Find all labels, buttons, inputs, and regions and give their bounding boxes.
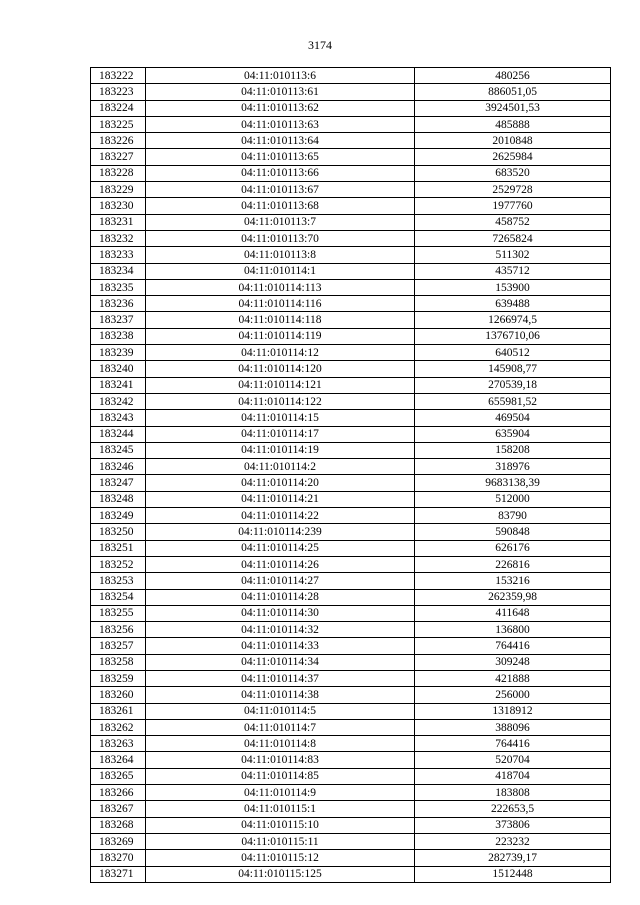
cadastral-number-cell: 04:11:010114:27 — [146, 573, 415, 589]
cadastral-number-cell: 04:11:010114:37 — [146, 670, 415, 686]
cadastral-number-cell: 04:11:010114:34 — [146, 654, 415, 670]
table-row — [91, 361, 611, 377]
cadastral-number-cell: 04:11:010114:26 — [146, 556, 415, 572]
cadastral-value-cell: 421888 — [415, 670, 611, 686]
cadastral-value-cell: 512000 — [415, 491, 611, 507]
cadastral-number-cell: 04:11:010114:1 — [146, 263, 415, 279]
cadastral-number-cell: 04:11:010113:65 — [146, 149, 415, 165]
cadastral-number-cell: 04:11:010114:19 — [146, 442, 415, 458]
cadastral-number-cell: 04:11:010114:118 — [146, 312, 415, 328]
row-number-cell: 183235 — [91, 279, 146, 295]
cadastral-value-cell: 153216 — [415, 573, 611, 589]
cadastral-value-cell: 2010848 — [415, 133, 611, 149]
table-row — [91, 605, 611, 621]
row-number-cell: 183223 — [91, 84, 146, 100]
cadastral-value-cell: 226816 — [415, 556, 611, 572]
cadastral-value-cell: 270539,18 — [415, 377, 611, 393]
row-number-cell: 183264 — [91, 752, 146, 768]
table-row — [91, 165, 611, 181]
cadastral-number-cell: 04:11:010113:63 — [146, 116, 415, 132]
cadastral-value-cell: 418704 — [415, 768, 611, 784]
cadastral-value-cell: 223232 — [415, 833, 611, 849]
row-number-cell: 183242 — [91, 393, 146, 409]
row-number-cell: 183266 — [91, 785, 146, 801]
cadastral-value-cell: 388096 — [415, 719, 611, 735]
table-row — [91, 214, 611, 230]
cadastral-value-cell: 458752 — [415, 214, 611, 230]
cadastral-number-cell: 04:11:010114:116 — [146, 296, 415, 312]
table-row — [91, 426, 611, 442]
row-number-cell: 183267 — [91, 801, 146, 817]
cadastral-value-cell: 590848 — [415, 524, 611, 540]
cadastral-value-cell: 373806 — [415, 817, 611, 833]
table-row — [91, 345, 611, 361]
cadastral-number-cell: 04:11:010114:7 — [146, 719, 415, 735]
cadastral-value-cell: 764416 — [415, 736, 611, 752]
cadastral-number-cell: 04:11:010114:15 — [146, 410, 415, 426]
cadastral-value-cell: 318976 — [415, 459, 611, 475]
row-number-cell: 183240 — [91, 361, 146, 377]
row-number-cell: 183251 — [91, 540, 146, 556]
cadastral-number-cell: 04:11:010113:6 — [146, 68, 415, 84]
row-number-cell: 183233 — [91, 247, 146, 263]
cadastral-value-cell: 3924501,53 — [415, 100, 611, 116]
row-number-cell: 183265 — [91, 768, 146, 784]
table-row — [91, 312, 611, 328]
table-row — [91, 279, 611, 295]
cadastral-number-cell: 04:11:010114:120 — [146, 361, 415, 377]
cadastral-value-cell: 640512 — [415, 345, 611, 361]
table-row — [91, 768, 611, 784]
cadastral-value-cell: 83790 — [415, 508, 611, 524]
row-number-cell: 183269 — [91, 833, 146, 849]
cadastral-value-cell: 764416 — [415, 638, 611, 654]
row-number-cell: 183225 — [91, 116, 146, 132]
cadastral-value-cell: 886051,05 — [415, 84, 611, 100]
cadastral-number-cell: 04:11:010114:12 — [146, 345, 415, 361]
table-body — [91, 68, 611, 883]
row-number-cell: 183246 — [91, 459, 146, 475]
cadastral-value-cell: 626176 — [415, 540, 611, 556]
row-number-cell: 183222 — [91, 68, 146, 84]
cadastral-number-cell: 04:11:010115:1 — [146, 801, 415, 817]
cadastral-number-cell: 04:11:010114:33 — [146, 638, 415, 654]
table-row — [91, 866, 611, 882]
cadastral-number-cell: 04:11:010114:119 — [146, 328, 415, 344]
table-row — [91, 263, 611, 279]
cadastral-value-cell: 1376710,06 — [415, 328, 611, 344]
row-number-cell: 183268 — [91, 817, 146, 833]
row-number-cell: 183249 — [91, 508, 146, 524]
row-number-cell: 183230 — [91, 198, 146, 214]
table-row — [91, 475, 611, 491]
table-row — [91, 508, 611, 524]
cadastral-value-cell: 469504 — [415, 410, 611, 426]
row-number-cell: 183244 — [91, 426, 146, 442]
cadastral-number-cell: 04:11:010115:125 — [146, 866, 415, 882]
cadastral-value-cell: 256000 — [415, 687, 611, 703]
table-row — [91, 752, 611, 768]
cadastral-number-cell: 04:11:010114:122 — [146, 393, 415, 409]
row-number-cell: 183236 — [91, 296, 146, 312]
row-number-cell: 183229 — [91, 182, 146, 198]
table-row — [91, 833, 611, 849]
cadastral-number-cell: 04:11:010113:68 — [146, 198, 415, 214]
cadastral-number-cell: 04:11:010113:8 — [146, 247, 415, 263]
row-number-cell: 183228 — [91, 165, 146, 181]
cadastral-value-cell: 683520 — [415, 165, 611, 181]
table-row — [91, 687, 611, 703]
cadastral-value-cell: 1977760 — [415, 198, 611, 214]
cadastral-value-cell: 635904 — [415, 426, 611, 442]
cadastral-value-cell: 1266974,5 — [415, 312, 611, 328]
table-row — [91, 540, 611, 556]
table-row — [91, 68, 611, 84]
cadastral-value-cell: 7265824 — [415, 230, 611, 246]
row-number-cell: 183250 — [91, 524, 146, 540]
table-row — [91, 377, 611, 393]
row-number-cell: 183254 — [91, 589, 146, 605]
cadastral-value-cell: 145908,77 — [415, 361, 611, 377]
cadastral-number-cell: 04:11:010114:22 — [146, 508, 415, 524]
cadastral-number-cell: 04:11:010114:239 — [146, 524, 415, 540]
cadastral-number-cell: 04:11:010114:28 — [146, 589, 415, 605]
table-row — [91, 801, 611, 817]
cadastral-number-cell: 04:11:010114:2 — [146, 459, 415, 475]
cadastral-number-cell: 04:11:010114:20 — [146, 475, 415, 491]
cadastral-number-cell: 04:11:010115:11 — [146, 833, 415, 849]
table-row — [91, 296, 611, 312]
row-number-cell: 183243 — [91, 410, 146, 426]
cadastral-value-cell: 1512448 — [415, 866, 611, 882]
row-number-cell: 183237 — [91, 312, 146, 328]
cadastral-value-cell: 309248 — [415, 654, 611, 670]
row-number-cell: 183247 — [91, 475, 146, 491]
cadastral-value-cell: 411648 — [415, 605, 611, 621]
cadastral-number-cell: 04:11:010115:12 — [146, 850, 415, 866]
table-row — [91, 133, 611, 149]
row-number-cell: 183258 — [91, 654, 146, 670]
cadastral-value-cell: 1318912 — [415, 703, 611, 719]
page-number: 3174 — [308, 38, 332, 52]
table-row — [91, 442, 611, 458]
row-number-cell: 183257 — [91, 638, 146, 654]
cadastral-value-cell: 158208 — [415, 442, 611, 458]
row-number-cell: 183238 — [91, 328, 146, 344]
row-number-cell: 183253 — [91, 573, 146, 589]
cadastral-value-cell: 511302 — [415, 247, 611, 263]
cadastral-number-cell: 04:11:010113:70 — [146, 230, 415, 246]
cadastral-number-cell: 04:11:010114:17 — [146, 426, 415, 442]
cadastral-number-cell: 04:11:010115:10 — [146, 817, 415, 833]
cadastral-number-cell: 04:11:010114:32 — [146, 622, 415, 638]
table-row — [91, 573, 611, 589]
table-row — [91, 785, 611, 801]
row-number-cell: 183262 — [91, 719, 146, 735]
cadastral-number-cell: 04:11:010114:113 — [146, 279, 415, 295]
cadastral-number-cell: 04:11:010114:21 — [146, 491, 415, 507]
row-number-cell: 183231 — [91, 214, 146, 230]
table-row — [91, 149, 611, 165]
cadastral-number-cell: 04:11:010114:85 — [146, 768, 415, 784]
row-number-cell: 183248 — [91, 491, 146, 507]
row-number-cell: 183263 — [91, 736, 146, 752]
cadastral-value-cell: 2625984 — [415, 149, 611, 165]
table-row — [91, 198, 611, 214]
cadastral-value-cell: 639488 — [415, 296, 611, 312]
row-number-cell: 183261 — [91, 703, 146, 719]
row-number-cell: 183226 — [91, 133, 146, 149]
table-row — [91, 410, 611, 426]
cadastral-number-cell: 04:11:010114:9 — [146, 785, 415, 801]
table-row — [91, 328, 611, 344]
cadastral-value-cell: 262359,98 — [415, 589, 611, 605]
row-number-cell: 183241 — [91, 377, 146, 393]
table-row — [91, 638, 611, 654]
table-row — [91, 589, 611, 605]
cadastral-value-cell: 222653,5 — [415, 801, 611, 817]
cadastral-value-cell: 2529728 — [415, 182, 611, 198]
table-row — [91, 524, 611, 540]
row-number-cell: 183252 — [91, 556, 146, 572]
row-number-cell: 183245 — [91, 442, 146, 458]
row-number-cell: 183232 — [91, 230, 146, 246]
cadastral-number-cell: 04:11:010114:83 — [146, 752, 415, 768]
table-row — [91, 247, 611, 263]
row-number-cell: 183271 — [91, 866, 146, 882]
row-number-cell: 183255 — [91, 605, 146, 621]
row-number-cell: 183224 — [91, 100, 146, 116]
cadastral-value-cell: 282739,17 — [415, 850, 611, 866]
cadastral-value-cell: 9683138,39 — [415, 475, 611, 491]
table-row — [91, 736, 611, 752]
cadastral-number-cell: 04:11:010113:64 — [146, 133, 415, 149]
cadastral-value-table — [90, 67, 611, 883]
table-row — [91, 622, 611, 638]
table-row — [91, 670, 611, 686]
cadastral-number-cell: 04:11:010114:30 — [146, 605, 415, 621]
table-row — [91, 84, 611, 100]
cadastral-number-cell: 04:11:010114:121 — [146, 377, 415, 393]
row-number-cell: 183260 — [91, 687, 146, 703]
cadastral-number-cell: 04:11:010114:38 — [146, 687, 415, 703]
cadastral-value-cell: 136800 — [415, 622, 611, 638]
row-number-cell: 183270 — [91, 850, 146, 866]
cadastral-value-cell: 435712 — [415, 263, 611, 279]
table-row — [91, 703, 611, 719]
cadastral-number-cell: 04:11:010113:62 — [146, 100, 415, 116]
table-row — [91, 817, 611, 833]
row-number-cell: 183259 — [91, 670, 146, 686]
cadastral-value-cell: 485888 — [415, 116, 611, 132]
table-row — [91, 100, 611, 116]
cadastral-value-cell: 183808 — [415, 785, 611, 801]
row-number-cell: 183239 — [91, 345, 146, 361]
table-row — [91, 459, 611, 475]
cadastral-number-cell: 04:11:010113:67 — [146, 182, 415, 198]
cadastral-value-cell: 520704 — [415, 752, 611, 768]
row-number-cell: 183227 — [91, 149, 146, 165]
cadastral-number-cell: 04:11:010114:8 — [146, 736, 415, 752]
cadastral-number-cell: 04:11:010114:25 — [146, 540, 415, 556]
table-row — [91, 230, 611, 246]
table-row — [91, 654, 611, 670]
cadastral-number-cell: 04:11:010113:61 — [146, 84, 415, 100]
cadastral-value-cell: 655981,52 — [415, 393, 611, 409]
cadastral-number-cell: 04:11:010114:5 — [146, 703, 415, 719]
cadastral-number-cell: 04:11:010113:7 — [146, 214, 415, 230]
table-row — [91, 850, 611, 866]
table-row — [91, 182, 611, 198]
row-number-cell: 183234 — [91, 263, 146, 279]
row-number-cell: 183256 — [91, 622, 146, 638]
table-row — [91, 393, 611, 409]
table-row — [91, 491, 611, 507]
cadastral-value-cell: 480256 — [415, 68, 611, 84]
table-row — [91, 719, 611, 735]
cadastral-number-cell: 04:11:010113:66 — [146, 165, 415, 181]
table-row — [91, 556, 611, 572]
cadastral-value-cell: 153900 — [415, 279, 611, 295]
table-row — [91, 116, 611, 132]
